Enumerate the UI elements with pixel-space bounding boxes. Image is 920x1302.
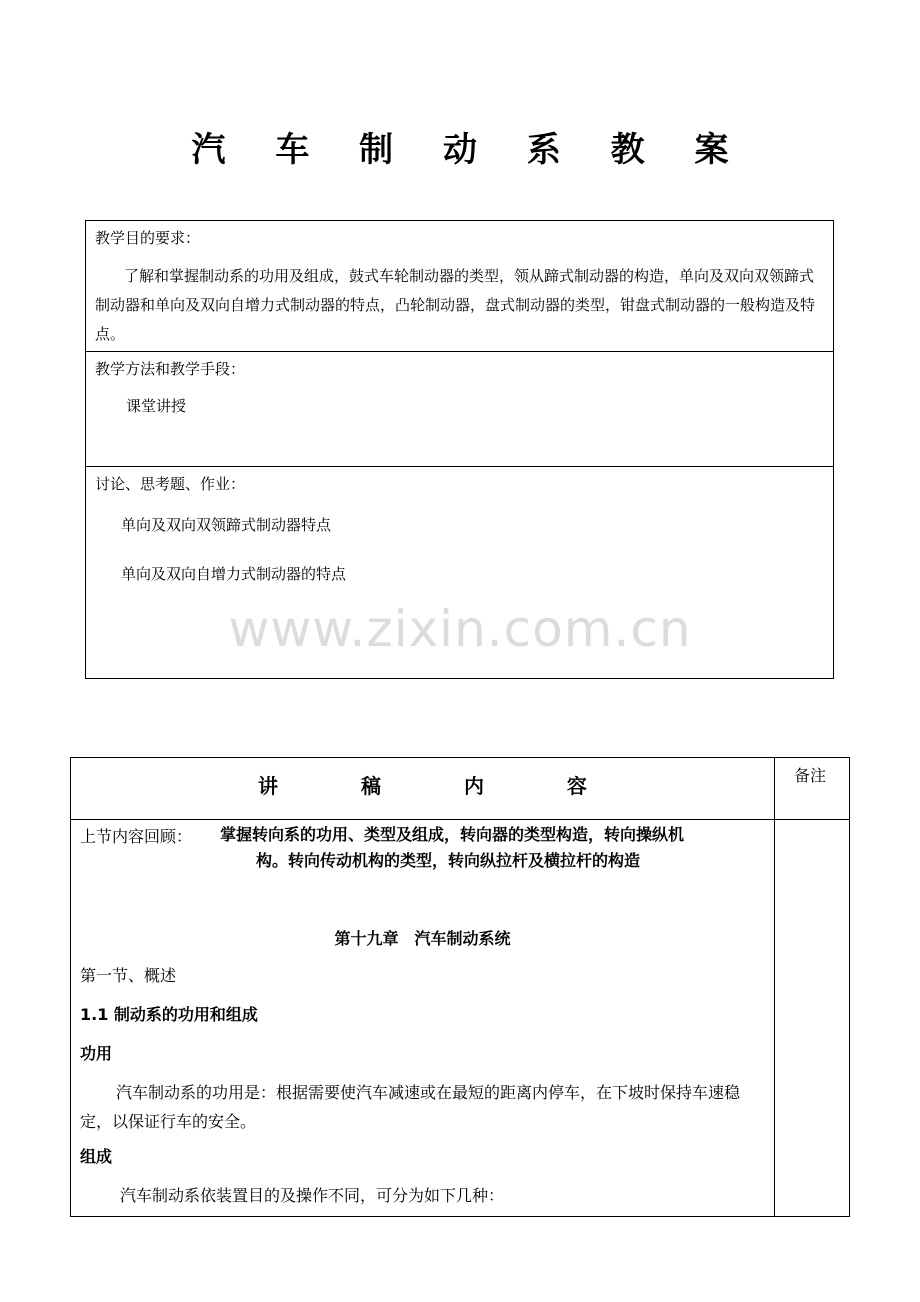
- notes-header: 备注: [794, 766, 827, 785]
- discussion-item: 单向及双向双领蹄式制动器特点: [121, 516, 332, 534]
- column-divider: [774, 758, 775, 1216]
- discussion-label: 讨论、思考题、作业：: [95, 475, 246, 493]
- subsection-title: 1.1 制动系的功用和组成: [80, 1005, 258, 1024]
- review-label: 上节内容回顾：: [80, 827, 193, 846]
- composition-text: 汽车制动系依装置目的及操作不同，可分为如下几种：: [120, 1186, 505, 1205]
- function-heading: 功用: [80, 1044, 113, 1063]
- objectives-label: 教学目的要求：: [95, 229, 201, 247]
- objectives-section: [86, 221, 833, 352]
- section-title: 第一节、概述: [80, 966, 177, 985]
- methods-section: [86, 352, 833, 467]
- review-line: 构。转向传动机构的类型，转向纵拉杆及横拉杆的构造: [256, 851, 641, 870]
- objectives-text: 了解和掌握制动系的功用及组成，鼓式车轮制动器的类型，领从蹄式制动器的构造，单向及双向双领蹄式制动器和单向及双向自增力式制动器的特点，凸轮制动器，盘式制动器的类型，钳盘式制动器的一般构造及特点。: [95, 267, 816, 343]
- lecture-table: [70, 757, 850, 1217]
- discussion-item: 单向及双向自增力式制动器的特点: [121, 565, 347, 583]
- header-divider: [71, 819, 849, 820]
- composition-heading: 组成: [80, 1147, 113, 1166]
- watermark: www.zixin.com.cn: [228, 600, 692, 658]
- review-line: 掌握转向系的功用、类型及组成，转向器的类型构造，转向操纵机: [220, 825, 685, 844]
- review-text: [220, 822, 770, 874]
- lecture-header: 讲 稿 内 容: [258, 774, 625, 798]
- page-title: 汽 车 制 动 系 教 案: [191, 130, 748, 170]
- function-text: 汽车制动系的功用是：根据需要使汽车减速或在最短的距离内停车，在下坡时保持车速稳定，以保证行车的安全。: [80, 1083, 741, 1131]
- chapter-title: 第十九章 汽车制动系统: [334, 929, 511, 948]
- methods-text: 课堂讲授: [126, 397, 187, 415]
- methods-label: 教学方法和教学手段：: [95, 360, 246, 378]
